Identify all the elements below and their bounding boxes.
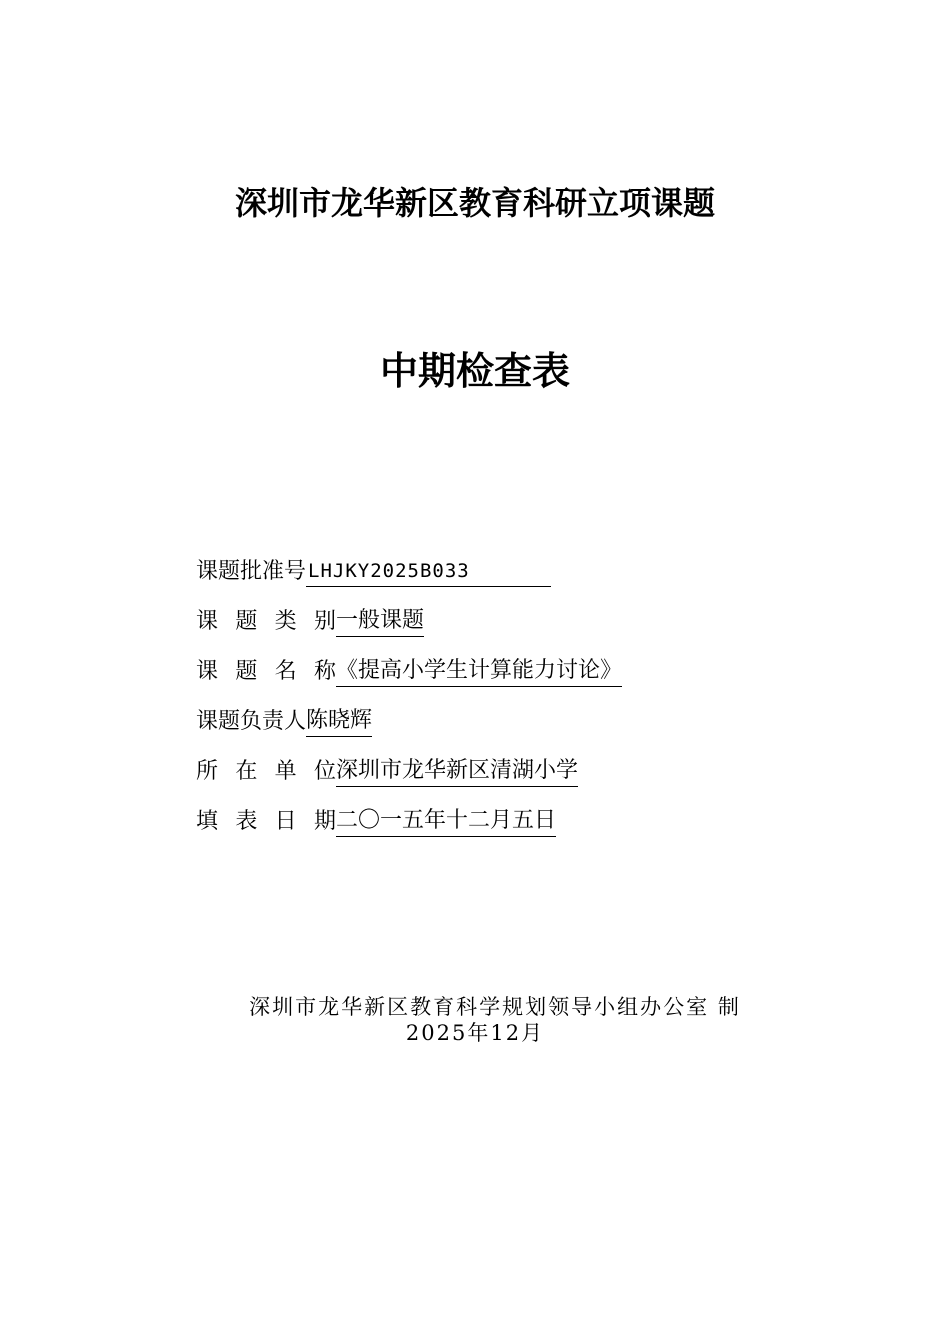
fill-date-label-char: 填 <box>196 809 219 834</box>
category-row <box>196 606 622 656</box>
topic-name-label <box>196 656 336 688</box>
unit-row <box>196 756 622 806</box>
category-label-char: 类 <box>274 609 297 634</box>
category-label-char: 别 <box>313 609 336 634</box>
topic-name-label-char: 课 <box>196 659 219 684</box>
info-fields <box>196 556 622 856</box>
fill-date-row <box>196 806 622 856</box>
footer <box>0 994 950 1046</box>
category-value: 一般课题 <box>336 606 424 637</box>
category-label-char: 课 <box>196 609 219 634</box>
approval-number-label: 课题批准号 <box>196 559 307 584</box>
issuing-organization: 深圳市龙华新区教育科学规划领导小组办公室 制 <box>249 995 741 1019</box>
unit-label-char: 单 <box>274 759 297 784</box>
unit-label-char: 所 <box>196 759 219 784</box>
document-subtitle: 中期检查表 <box>379 349 570 393</box>
unit-label <box>196 756 336 788</box>
approval-number-row <box>196 556 622 606</box>
topic-name-value: 《提高小学生计算能力讨论》 <box>336 656 622 687</box>
fill-date-label-char: 日 <box>274 809 297 834</box>
approval-number-value: LHJKY2025B033 <box>306 556 551 587</box>
topic-name-row <box>196 656 622 706</box>
fill-date-label-char: 表 <box>235 809 258 834</box>
topic-name-label-char: 名 <box>274 659 297 684</box>
fill-date-value: 二〇一五年十二月五日 <box>336 806 556 837</box>
leader-value: 陈晓辉 <box>306 706 372 737</box>
fill-date-label <box>196 806 336 838</box>
document-title: 深圳市龙华新区教育科研立项课题 <box>234 184 715 222</box>
leader-label: 课题负责人 <box>196 709 307 734</box>
unit-value: 深圳市龙华新区清湖小学 <box>336 756 578 787</box>
issue-date: 2025年12月 <box>405 1021 545 1045</box>
fill-date-label-char: 期 <box>313 809 336 834</box>
topic-name-label-char: 题 <box>235 659 258 684</box>
unit-label-char: 位 <box>313 759 336 784</box>
topic-name-label-char: 称 <box>313 659 336 684</box>
unit-label-char: 在 <box>235 759 258 784</box>
leader-row <box>196 706 622 756</box>
category-label <box>196 606 336 638</box>
category-label-char: 题 <box>235 609 258 634</box>
